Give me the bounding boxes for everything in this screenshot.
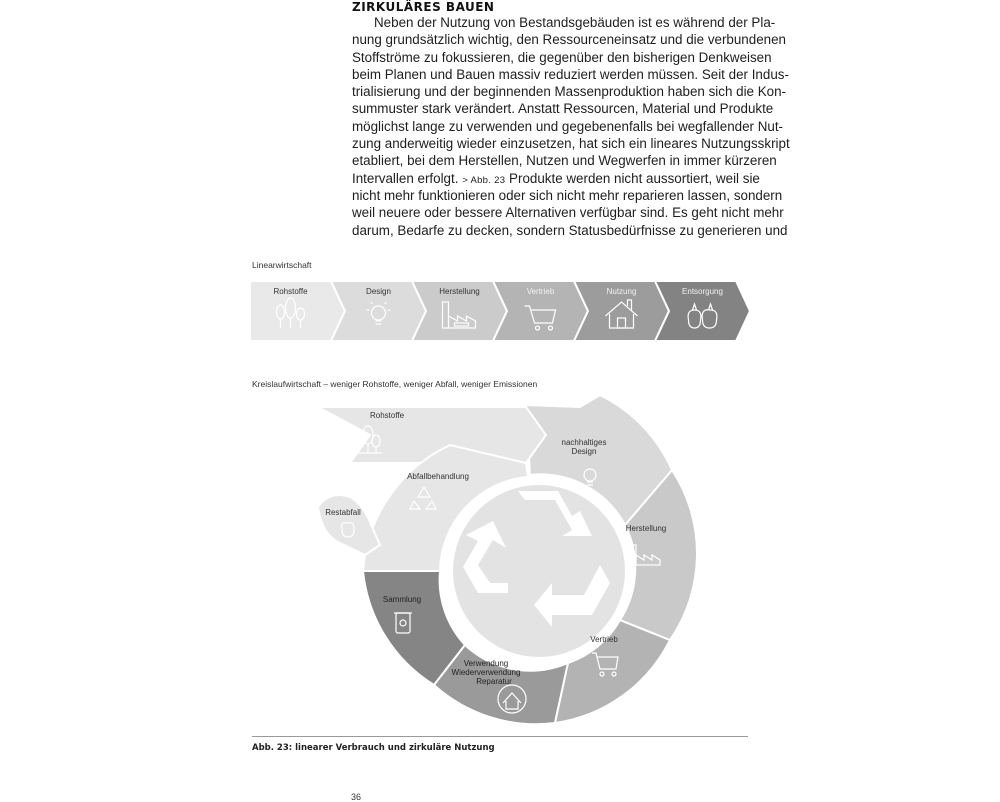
linear-step-nutzung	[574, 281, 669, 341]
segment-restabfall	[318, 495, 380, 555]
label-rohstoffe: Rohstoffe	[370, 411, 405, 420]
body-paragraph	[352, 14, 790, 239]
label-restabfall: Restabfall	[325, 508, 361, 517]
label-sammlung: Sammlung	[382, 595, 422, 604]
linear-step-rohstoffe	[250, 281, 345, 341]
text-line: weil neuere oder bessere Alternativen verfügbar sind. Es geht nicht mehr	[352, 205, 784, 221]
caption-rule	[252, 736, 748, 737]
text-line: darum, Bedarfe zu decken, sondern Statusbedürfnisse zu generieren und	[352, 222, 788, 238]
linear-step-label: Herstellung	[439, 287, 480, 296]
linear-step-herstellung	[412, 281, 507, 341]
text-line: nung grundsätzlich wichtig, den Ressourceneinsatz und die verbundenen	[352, 32, 786, 48]
text-fragment: Produkte werden nicht aussortiert, weil sie	[509, 170, 760, 186]
text-line: Stoffströme zu fokussieren, die gegenüber den bisherigen Denkweisen	[352, 49, 772, 65]
page-number: 36	[351, 792, 362, 802]
circular-diagram-title: Kreislaufwirtschaft – weniger Rohstoffe, weniger Abfall, weniger Emissionen	[252, 379, 538, 389]
label-design-1: nachhaltiges	[561, 438, 607, 447]
text-line: zung anderweitig wieder einzusetzen, hat sich ein lineares Nutzungsskript	[352, 136, 790, 152]
linear-economy-diagram	[250, 280, 750, 342]
circular-economy-diagram	[300, 395, 720, 735]
linear-step-vertrieb	[493, 281, 588, 341]
linear-diagram-title: Linearwirtschaft	[252, 260, 312, 270]
label-verwendung-3: Reparatur	[476, 677, 512, 686]
label-verwendung-2: Wiederverwendung	[451, 668, 521, 677]
section-heading: ZIRKULÄRES BAUEN	[352, 0, 495, 14]
figure-reference-link[interactable]: > Abb. 23	[462, 174, 506, 186]
linear-step-entsorgung	[655, 281, 750, 341]
text-line: nicht mehr funktionieren oder sich nicht mehr reparieren lassen, sondern	[352, 187, 783, 203]
text-line-with-reference	[352, 170, 760, 187]
text-line: möglichst lange zu verwenden und gegebenenfalls bei wegfallender Nut-	[352, 118, 784, 134]
linear-step-label: Vertrieb	[526, 287, 555, 296]
linear-step-label: Nutzung	[606, 287, 637, 296]
linear-step-label: Entsorgung	[682, 287, 723, 296]
text-line: Neben der Nutzung von Bestandsgebäuden ist es während der Pla-	[374, 15, 776, 30]
figure-caption: Abb. 23: linearer Verbrauch und zirkuläre Nutzung	[252, 743, 495, 753]
label-abfallbehandlung: Abfallbehandlung	[407, 472, 469, 481]
linear-step-label: Design	[366, 287, 391, 296]
text-line: beim Planen und Bauen massiv reduziert werden müssen. Seit der Indus-	[352, 66, 789, 82]
label-verwendung-1: Verwendung	[463, 659, 509, 668]
linear-step-design	[331, 281, 426, 341]
label-vertrieb: Vertrieb	[590, 635, 618, 644]
linear-step-label: Rohstoffe	[273, 287, 308, 296]
text-fragment: Intervallen erfolgt.	[352, 170, 459, 186]
text-line: trialisierung und der beginnenden Massenproduktion haben sich die Kon-	[352, 84, 786, 100]
text-line: summuster stark verändert. Anstatt Ressourcen, Material und Produkte	[352, 101, 774, 117]
text-line: etabliert, bei dem Herstellen, Nutzen und Wegwerfen in immer kürzeren	[352, 153, 777, 169]
label-design-2: Design	[571, 447, 597, 456]
label-herstellung: Herstellung	[625, 524, 667, 533]
